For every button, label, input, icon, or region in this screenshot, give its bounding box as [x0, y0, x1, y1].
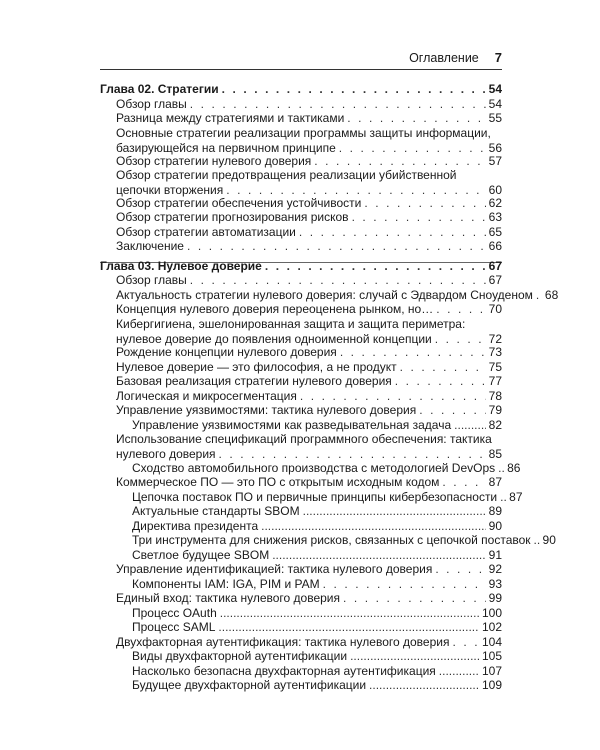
toc-entry-title: Виды двухфакторной аутентификации: [132, 649, 348, 663]
toc-entry-page: 67: [488, 273, 502, 287]
toc-entry-title: Компоненты IAM: IGA, PIM и PAM: [132, 577, 320, 591]
toc-entry-title: Управление уязвимостями: тактика нулевого доверия: [116, 403, 417, 417]
toc-entry-page: 73: [488, 345, 502, 359]
dot-leader: [439, 664, 479, 679]
toc-entry-ch02-4: [116, 154, 502, 169]
dot-leader: [442, 475, 485, 490]
toc-entry-page: 85: [488, 446, 502, 461]
toc-entry-page: 99: [488, 591, 502, 605]
toc-entry-title: Обзор главы: [116, 273, 187, 287]
dot-leader: [226, 183, 485, 198]
toc-entry-ch03-13: [116, 591, 502, 606]
dot-leader: [343, 591, 486, 606]
toc-entry-page: 77: [488, 374, 502, 388]
toc-entry-title: Три инструмента для снижения рисков, связанных с цепочкой поставок: [132, 533, 531, 547]
toc-entry-page: 78: [488, 389, 502, 403]
toc-entry-title: Глава 03. Нулевое доверие: [100, 259, 262, 273]
toc-entry-title: Глава 02. Стратегии: [100, 82, 219, 96]
dot-leader: [300, 389, 486, 404]
toc-entry-page: 55: [488, 111, 502, 125]
toc-entry-title: нулевого доверия: [116, 446, 216, 461]
toc-entry-page: 68: [544, 288, 559, 302]
toc-entry-page: 86: [507, 461, 521, 475]
toc-entry-page: 57: [488, 154, 502, 168]
toc-entry-title: Заключение: [116, 239, 184, 253]
toc-entry-title: Директива президента: [132, 519, 259, 533]
toc-entry-page: 91: [488, 548, 502, 562]
page-number: 7: [494, 50, 502, 65]
toc-entry-title: Рождение концепции нулевого доверия: [116, 345, 337, 359]
dot-leader: [220, 606, 479, 621]
toc-entry-ch03-11-4: [132, 533, 556, 548]
toc-entry-ch03-9-1: [132, 418, 502, 433]
toc-entry-ch03-14-3: [132, 678, 502, 693]
toc-entry-page: 87: [509, 490, 523, 504]
toc-entry-ch03-3: [116, 302, 502, 317]
toc-entry-ch03-4: [116, 317, 502, 346]
toc-entry-title: Актуальность стратегии нулевого доверия: случай с Эдвардом Сноуденом: [116, 288, 533, 302]
dot-leader: [436, 302, 485, 317]
dot-leader: [187, 239, 486, 254]
toc-entry-page: 54: [488, 97, 502, 111]
toc-entry-title: Нулевое доверие — это философия, а не продукт: [116, 360, 397, 374]
toc-entry-page: 62: [488, 196, 502, 210]
toc-entry-title: нулевое доверие до появления одноименной концепции: [116, 331, 432, 346]
toc-entry-ch03-7: [116, 374, 502, 389]
toc-entry-page: 54: [488, 82, 502, 96]
toc-entry-page: 72: [488, 331, 502, 346]
toc-entry-title-line: Обзор стратегии предотвращения реализации убийственной: [116, 168, 457, 182]
toc-entry-page: 93: [488, 577, 502, 591]
toc-entry-ch03-5: [116, 345, 502, 360]
toc-entry-page: 109: [481, 678, 502, 692]
toc-entry-ch03-14: [116, 635, 502, 650]
dot-leader: [261, 519, 486, 534]
dot-leader: [369, 678, 479, 693]
dot-leader: [350, 649, 479, 664]
dot-leader: [218, 620, 479, 635]
toc-entry-title: Коммерческое ПО — это ПО с открытым исходным кодом: [116, 475, 440, 489]
toc-entry-ch03-11-5: [132, 548, 502, 563]
toc-entry-ch03-13-2: [132, 620, 502, 635]
dot-leader: [536, 288, 542, 303]
toc-entry-page: 90: [542, 533, 556, 547]
dot-leader: [452, 635, 479, 650]
dot-leader: [435, 562, 485, 577]
toc-entry-page: 104: [481, 635, 502, 649]
toc-entry-page: 65: [488, 225, 502, 239]
toc-entry-page: 70: [488, 302, 502, 316]
toc-entry-page: 63: [488, 210, 502, 224]
toc-entry-ch03-11: [116, 475, 502, 490]
toc-entry-ch03-12-1: [132, 577, 502, 592]
dot-leader: [352, 210, 486, 225]
toc-entry-title: Светлое будущее SBOM: [132, 548, 270, 562]
toc-entry-ch03-9: [116, 403, 502, 418]
toc-entry-title: Обзор стратегии обеспечения устойчивости: [116, 196, 362, 210]
toc-entry-title: цепочки вторжения: [116, 182, 224, 197]
toc-entry-title: Насколько безопасна двухфакторная аутентификация: [132, 664, 436, 678]
toc-entry-page: 102: [481, 620, 502, 634]
toc-entry-page: 79: [488, 403, 502, 417]
toc-entry-title: Цепочка поставок ПО и первичные принципы кибербезопасности: [132, 490, 498, 504]
toc-entry-page: 82: [488, 418, 502, 432]
toc-entry-title: Обзор стратегии автоматизации: [116, 225, 296, 239]
dot-leader: [222, 82, 486, 97]
dot-leader: [339, 141, 486, 156]
toc-entry-ch02-1: [116, 97, 502, 112]
toc-entry-page: 87: [488, 475, 502, 489]
toc-entry-title: Процесс SAML: [132, 620, 216, 634]
toc-entry-ch03: [100, 259, 502, 274]
dot-leader: [454, 418, 485, 433]
toc-entry-title: Управление идентификацией: тактика нулевого доверия: [116, 562, 433, 576]
toc-entry-ch02-6: [116, 196, 502, 211]
toc-entry-title: Управление уязвимостями как разведывательная задача: [132, 418, 452, 432]
toc-entry-title: базирующейся на первичном принципе: [116, 140, 336, 155]
toc-entry-ch03-12: [116, 562, 502, 577]
dot-leader: [272, 548, 485, 563]
dot-leader: [534, 533, 540, 548]
toc-entry-page: 66: [488, 239, 502, 253]
dot-leader: [364, 196, 485, 211]
dot-leader: [265, 259, 486, 274]
dot-leader: [400, 360, 486, 375]
toc-entry-page: 89: [488, 504, 502, 518]
toc-entry-ch03-14-1: [132, 649, 502, 664]
toc-entry-ch02-5: [116, 168, 502, 197]
dot-leader: [340, 345, 486, 360]
toc-entry-title: Логическая и микросегментация: [116, 389, 297, 403]
toc-entry-page: 56: [488, 140, 502, 155]
dot-leader: [500, 490, 506, 505]
toc-entry-title: Обзор стратегии нулевого доверия: [116, 154, 312, 168]
toc-entry-ch02-8: [116, 225, 502, 240]
toc-entry-title: Процесс OAuth: [132, 606, 217, 620]
dot-leader: [419, 403, 485, 418]
dot-leader: [323, 577, 486, 592]
toc-entry-page: 67: [488, 259, 502, 273]
toc-entry-ch02-2: [116, 111, 502, 126]
toc-entry-ch02: [100, 82, 502, 97]
toc-entry-title: Единый вход: тактика нулевого доверия: [116, 591, 340, 605]
dot-leader: [498, 461, 504, 476]
toc-entry-title-line: Кибергигиена, эшелонированная защита и защита периметра:: [116, 317, 466, 331]
dot-leader: [219, 447, 486, 462]
toc-entry-title: Двухфакторная аутентификация: тактика нулевого доверия: [116, 635, 450, 649]
toc-entry-page: 90: [488, 519, 502, 533]
toc-entry-page: 107: [481, 664, 502, 678]
toc-entry-page: 100: [481, 606, 502, 620]
toc-entry-ch03-11-2: [132, 504, 502, 519]
toc-entry-ch03-14-2: [132, 664, 502, 679]
toc-entry-ch03-10-1: [132, 461, 521, 476]
toc-entry-ch02-3: [116, 126, 502, 155]
toc-entry-title: Разница между стратегиями и тактиками: [116, 111, 345, 125]
toc-entry-title: Обзор стратегии прогнозирования рисков: [116, 210, 349, 224]
dot-leader: [314, 154, 485, 169]
toc-entry-title-line: Использование спецификаций программного обеспечения: тактика: [116, 432, 492, 446]
dot-leader: [303, 504, 486, 519]
toc-entry-ch03-2: [116, 288, 559, 303]
dot-leader: [190, 97, 486, 112]
dot-leader: [347, 111, 485, 126]
toc-entry-page: 75: [488, 360, 502, 374]
toc-entry-title: Сходство автомобильного производства с методологией DevOps: [132, 461, 496, 475]
toc-entry-ch02-7: [116, 210, 502, 225]
toc-entry-page: 60: [488, 182, 502, 197]
dot-leader: [299, 225, 486, 240]
running-header-title: Оглавление: [409, 51, 479, 65]
toc-entry-page: 105: [481, 649, 502, 663]
toc-entry-title: Базовая реализация стратегии нулевого доверия: [116, 374, 392, 388]
toc-entry-ch03-1: [116, 273, 502, 288]
toc-entry-title: Концепция нулевого доверия переоценена рынком, но…: [116, 302, 434, 316]
toc-entry-title: Актуальные стандарты SBOM: [132, 504, 300, 518]
toc-entry-ch03-13-1: [132, 606, 502, 621]
toc-entry-ch03-10: [116, 432, 502, 461]
toc-entry-ch03-6: [116, 360, 502, 375]
toc-entry-title: Будущее двухфакторной аутентификации: [132, 678, 367, 692]
toc-entry-ch03-8: [116, 389, 502, 404]
toc-entry-page: 92: [488, 562, 502, 576]
toc-entry-ch03-11-1: [132, 490, 523, 505]
dot-leader: [435, 332, 486, 347]
dot-leader: [190, 273, 486, 288]
toc-entry-title-line: Основные стратегии реализации программы защиты информации,: [116, 126, 491, 140]
toc-entry-ch02-9: [116, 239, 502, 254]
toc-entry-title: Обзор главы: [116, 97, 187, 111]
toc-entry-ch03-11-3: [132, 519, 502, 534]
dot-leader: [395, 374, 486, 389]
